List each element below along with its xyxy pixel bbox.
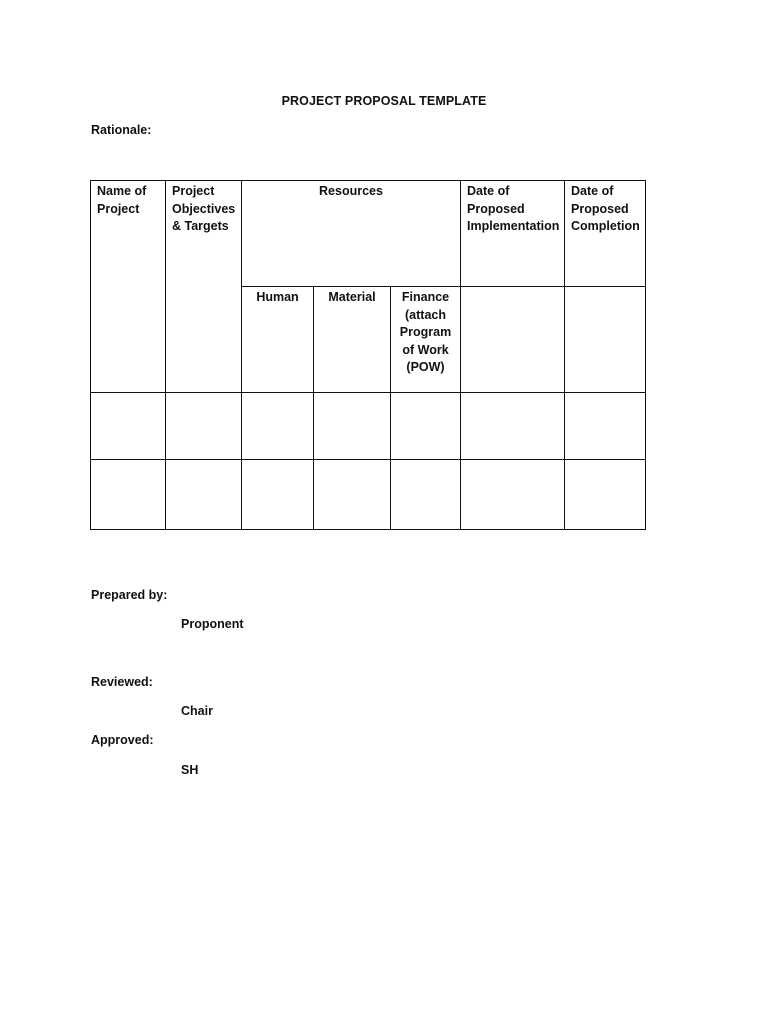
subheader-finance: Finance (attach Program of Work (POW) (391, 287, 461, 393)
table-cell (314, 393, 391, 460)
prepared-by-label: Prepared by: (91, 588, 168, 602)
table-cell (91, 393, 166, 460)
table-cell (242, 460, 314, 530)
table-cell (391, 393, 461, 460)
table-cell (314, 460, 391, 530)
sh-label: SH (181, 763, 199, 777)
table-cell (166, 460, 242, 530)
table-cell (565, 287, 646, 393)
proposal-table (90, 180, 646, 530)
approved-label: Approved: (91, 733, 154, 747)
table-cell (461, 393, 565, 460)
table-cell (91, 460, 166, 530)
header-project-objectives: Project Objectives & Targets (166, 181, 242, 393)
proponent-label: Proponent (181, 617, 244, 631)
table-cell (565, 393, 646, 460)
header-date-implementation: Date of Proposed Implementation (461, 181, 565, 287)
document-title: PROJECT PROPOSAL TEMPLATE (281, 94, 487, 108)
table-cell (166, 393, 242, 460)
table-cell (461, 460, 565, 530)
rationale-label: Rationale: (91, 123, 152, 137)
header-resources: Resources (242, 181, 461, 287)
table-cell (391, 460, 461, 530)
table-cell (461, 287, 565, 393)
chair-label: Chair (181, 704, 213, 718)
table-cell (242, 393, 314, 460)
subheader-material: Material (314, 287, 391, 393)
subheader-human: Human (242, 287, 314, 393)
table-row (91, 393, 646, 460)
reviewed-label: Reviewed: (91, 675, 153, 689)
table-header-row (91, 181, 646, 287)
table-cell (565, 460, 646, 530)
table-row (91, 460, 646, 530)
header-name-of-project: Name of Project (91, 181, 166, 393)
header-date-completion: Date of Proposed Completion (565, 181, 646, 287)
